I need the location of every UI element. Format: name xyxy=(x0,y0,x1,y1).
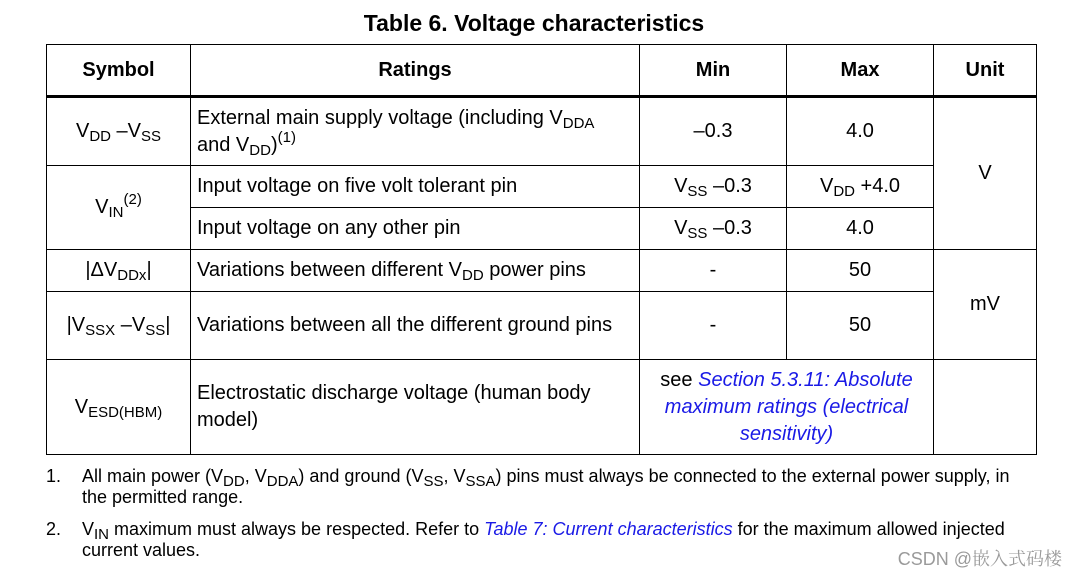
min-cell: –0.3 xyxy=(640,97,787,166)
rating-cell: External main supply voltage (including $V_{DDA}$ and $V_{DD})^{(1)}$ xyxy=(191,97,640,166)
footnote-1 xyxy=(46,466,1026,508)
rating-cell: Variations between all the different ground pins xyxy=(191,292,640,360)
max-cell: 50 xyxy=(787,250,934,292)
footnote-2 xyxy=(46,519,1026,561)
footnote-number: 2. xyxy=(46,519,62,539)
footnote-text: $V_{IN}$ maximum must always be respected. Refer to Table 7: Current characteristics for the maximum allowed injected current values. xyxy=(82,519,1005,560)
rating-cell: Electrostatic discharge voltage (human body model) xyxy=(191,360,640,455)
table-row xyxy=(47,250,1037,292)
symbol-cell: $|\Delta V_{DDx}|$ xyxy=(47,250,191,292)
unit-cell xyxy=(934,360,1037,455)
table-row xyxy=(47,97,1037,166)
unit-cell: V xyxy=(934,97,1037,250)
symbol-cell: $V_{ESD(HBM)}$ xyxy=(47,360,191,455)
rating-cell: Input voltage on five volt tolerant pin xyxy=(191,166,640,208)
max-cell: 4.0 xyxy=(787,208,934,250)
min-cell: - xyxy=(640,292,787,360)
table-row xyxy=(47,166,1037,208)
symbol-cell: $|V_{SSX}$ $-V_{SS}|$ xyxy=(47,292,191,360)
min-cell: $V_{SS}$ –0.3 xyxy=(640,208,787,250)
header-unit: Unit xyxy=(934,45,1037,97)
rating-cell: Input voltage on any other pin xyxy=(191,208,640,250)
unit-cell: mV xyxy=(934,250,1037,360)
see-section-cell xyxy=(640,360,934,455)
min-cell: - xyxy=(640,250,787,292)
max-cell: 50 xyxy=(787,292,934,360)
rating-cell: Variations between different $V_{DD}$ power pins xyxy=(191,250,640,292)
header-row xyxy=(47,45,1037,97)
voltage-characteristics-table xyxy=(46,44,1037,455)
watermark: CSDN @嵌入式码楼 xyxy=(897,549,1062,569)
header-symbol: Symbol xyxy=(47,45,191,97)
footnote-text: All main power ($V_{DD}$, $V_{DDA}$) and ground ($V_{SS}$, $V_{SSA}$) pins must always be connected to the external power supply, in the permitted range. xyxy=(82,466,1010,507)
section-link[interactable]: Section 5.3.11: Absolute maximum ratings (electrical sensitivity) xyxy=(664,368,913,445)
max-cell: 4.0 xyxy=(787,97,934,166)
footnote-number: 1. xyxy=(46,466,62,486)
header-max: Max xyxy=(787,45,934,97)
table-row xyxy=(47,360,1037,455)
max-cell: $V_{DD} +4.0$ xyxy=(787,166,934,208)
symbol-cell: $V_{IN}^{(2)}$ xyxy=(47,166,191,250)
header-min: Min xyxy=(640,45,787,97)
header-ratings: Ratings xyxy=(191,45,640,97)
table-title: Table 6. Voltage characteristics xyxy=(363,10,705,36)
table-row xyxy=(47,208,1037,250)
min-cell: $V_{SS}$ –0.3 xyxy=(640,166,787,208)
symbol-cell: $V_{DD}$ $-V_{SS}$ xyxy=(47,97,191,166)
table-row xyxy=(47,292,1037,360)
see-label: see xyxy=(660,368,699,391)
table-link[interactable]: Table 7: Current characteristics xyxy=(484,519,733,539)
